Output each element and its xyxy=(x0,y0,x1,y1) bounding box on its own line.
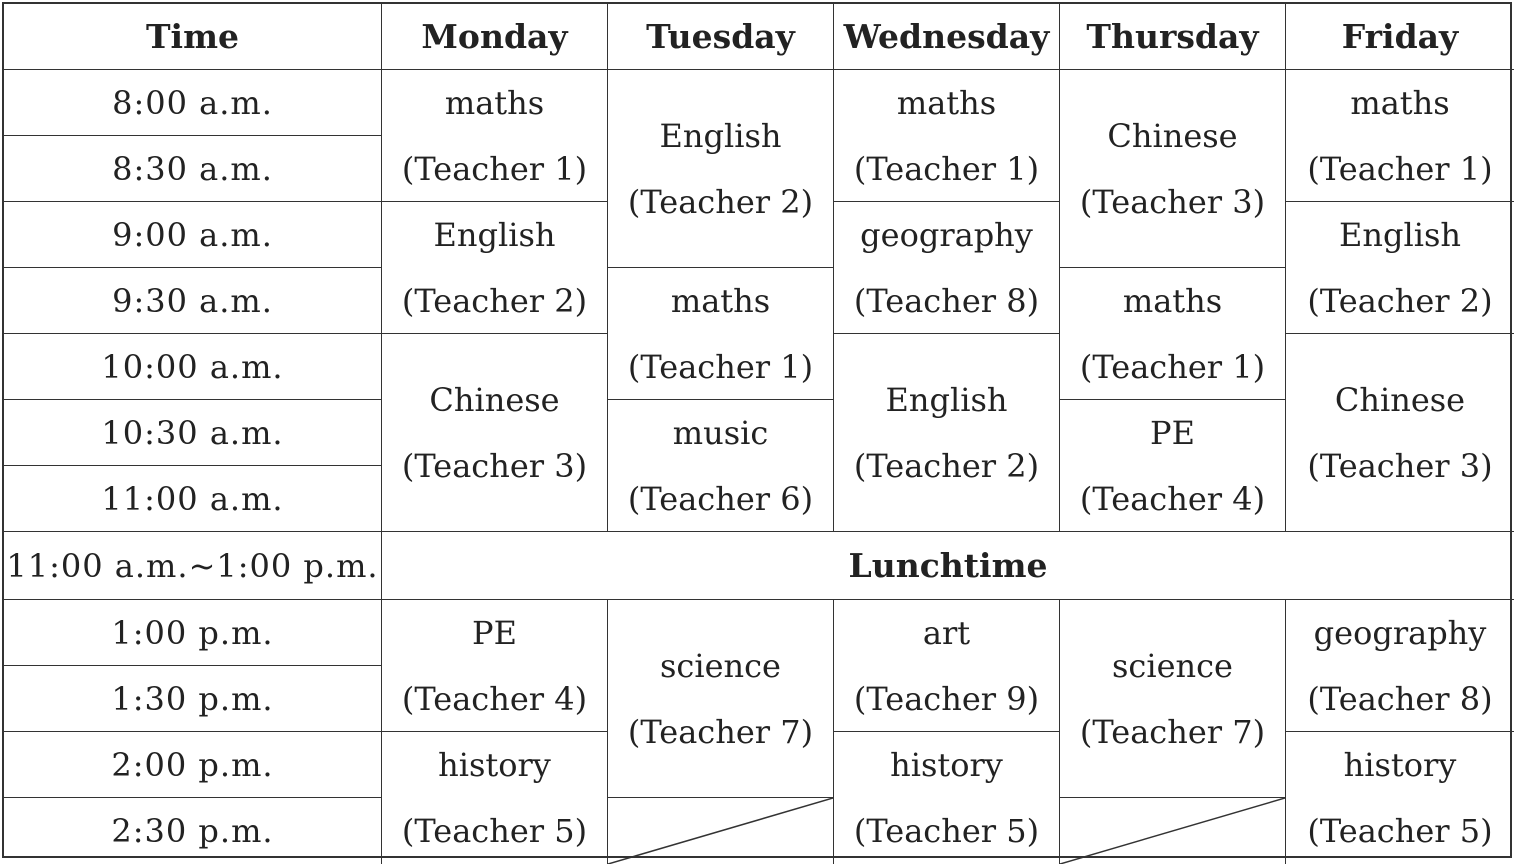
class-cell xyxy=(382,334,608,532)
subject: Chinese xyxy=(1334,380,1466,419)
header-friday: Friday xyxy=(1286,4,1514,70)
class-cell xyxy=(382,732,608,864)
header-thursday: Thursday xyxy=(1060,4,1286,70)
time-slot: 1:30 p.m. xyxy=(4,666,382,732)
subject: PE xyxy=(1150,413,1195,452)
class-cell xyxy=(608,400,834,532)
teacher: (Teacher 7) xyxy=(1079,712,1266,751)
subject: Chinese xyxy=(1107,116,1238,155)
teacher: (Teacher 1) xyxy=(1307,149,1493,188)
subject: PE xyxy=(472,613,517,652)
header-wednesday: Wednesday xyxy=(834,4,1060,70)
teacher: (Teacher 6) xyxy=(627,479,814,518)
class-cell xyxy=(1286,732,1514,864)
class-cell xyxy=(1286,600,1514,732)
time-slot: 10:30 a.m. xyxy=(4,400,382,466)
subject: maths xyxy=(444,83,545,122)
teacher: (Teacher 5) xyxy=(853,812,1040,850)
teacher: (Teacher 1) xyxy=(853,149,1040,188)
teacher: (Teacher 8) xyxy=(1307,679,1493,718)
teacher: (Teacher 1) xyxy=(401,149,588,188)
class-cell xyxy=(1060,600,1286,798)
class-cell xyxy=(382,600,608,732)
class-cell xyxy=(834,732,1060,864)
teacher: (Teacher 3) xyxy=(1307,446,1493,485)
time-slot: 8:30 a.m. xyxy=(4,136,382,202)
subject: art xyxy=(922,613,971,652)
subject: maths xyxy=(1122,281,1223,320)
subject: English xyxy=(433,215,556,254)
class-cell xyxy=(608,268,834,400)
subject: English xyxy=(885,380,1008,419)
diagonal-line xyxy=(608,798,833,864)
time-slot: 9:00 a.m. xyxy=(4,202,382,268)
teacher: (Teacher 3) xyxy=(401,446,588,485)
teacher: (Teacher 2) xyxy=(627,182,814,221)
teacher: (Teacher 3) xyxy=(1079,182,1266,221)
class-cell xyxy=(1060,70,1286,268)
time-slot-lunch: 11:00 a.m.~1:00 p.m. xyxy=(4,532,382,600)
teacher: (Teacher 5) xyxy=(401,812,588,850)
teacher: (Teacher 2) xyxy=(401,281,588,320)
class-cell xyxy=(834,202,1060,334)
diagonal-line xyxy=(1060,798,1285,864)
class-cell xyxy=(1286,70,1514,202)
subject: science xyxy=(660,646,781,685)
class-cell xyxy=(1286,202,1514,334)
teacher: (Teacher 9) xyxy=(853,679,1040,718)
subject: music xyxy=(672,413,769,452)
subject: English xyxy=(659,116,782,155)
class-cell xyxy=(1286,334,1514,532)
teacher: (Teacher 5) xyxy=(1307,812,1493,850)
timetable xyxy=(2,2,1512,858)
empty-slot xyxy=(1060,798,1286,864)
teacher: (Teacher 1) xyxy=(1079,347,1266,386)
subject: geography xyxy=(1313,613,1487,652)
subject: history xyxy=(438,746,551,784)
empty-slot xyxy=(608,798,834,864)
header-time: Time xyxy=(4,4,382,70)
lunchtime-banner: Lunchtime xyxy=(382,532,1514,600)
time-slot: 1:00 p.m. xyxy=(4,600,382,666)
header-tuesday: Tuesday xyxy=(608,4,834,70)
header-monday: Monday xyxy=(382,4,608,70)
subject: maths xyxy=(1350,83,1450,122)
time-slot: 2:30 p.m. xyxy=(4,798,382,864)
class-cell xyxy=(382,70,608,202)
teacher: (Teacher 2) xyxy=(1307,281,1493,320)
subject: science xyxy=(1112,646,1233,685)
teacher: (Teacher 8) xyxy=(853,281,1040,320)
teacher: (Teacher 4) xyxy=(1079,479,1266,518)
class-cell xyxy=(1060,400,1286,532)
class-cell xyxy=(608,70,834,268)
class-cell xyxy=(608,600,834,798)
subject: English xyxy=(1339,215,1461,254)
class-cell xyxy=(382,202,608,334)
class-cell xyxy=(834,600,1060,732)
time-slot: 8:00 a.m. xyxy=(4,70,382,136)
teacher: (Teacher 7) xyxy=(627,712,814,751)
class-cell xyxy=(1060,268,1286,400)
time-slot: 2:00 p.m. xyxy=(4,732,382,798)
subject: maths xyxy=(896,83,997,122)
subject: Chinese xyxy=(429,380,560,419)
class-cell xyxy=(834,334,1060,532)
subject: maths xyxy=(670,281,771,320)
time-slot: 11:00 a.m. xyxy=(4,466,382,532)
time-slot: 9:30 a.m. xyxy=(4,268,382,334)
class-cell xyxy=(834,70,1060,202)
subject: geography xyxy=(860,215,1033,254)
teacher: (Teacher 4) xyxy=(401,679,588,718)
teacher: (Teacher 2) xyxy=(853,446,1040,485)
teacher: (Teacher 1) xyxy=(627,347,814,386)
subject: history xyxy=(890,746,1003,784)
time-slot: 10:00 a.m. xyxy=(4,334,382,400)
subject: history xyxy=(1343,746,1457,784)
